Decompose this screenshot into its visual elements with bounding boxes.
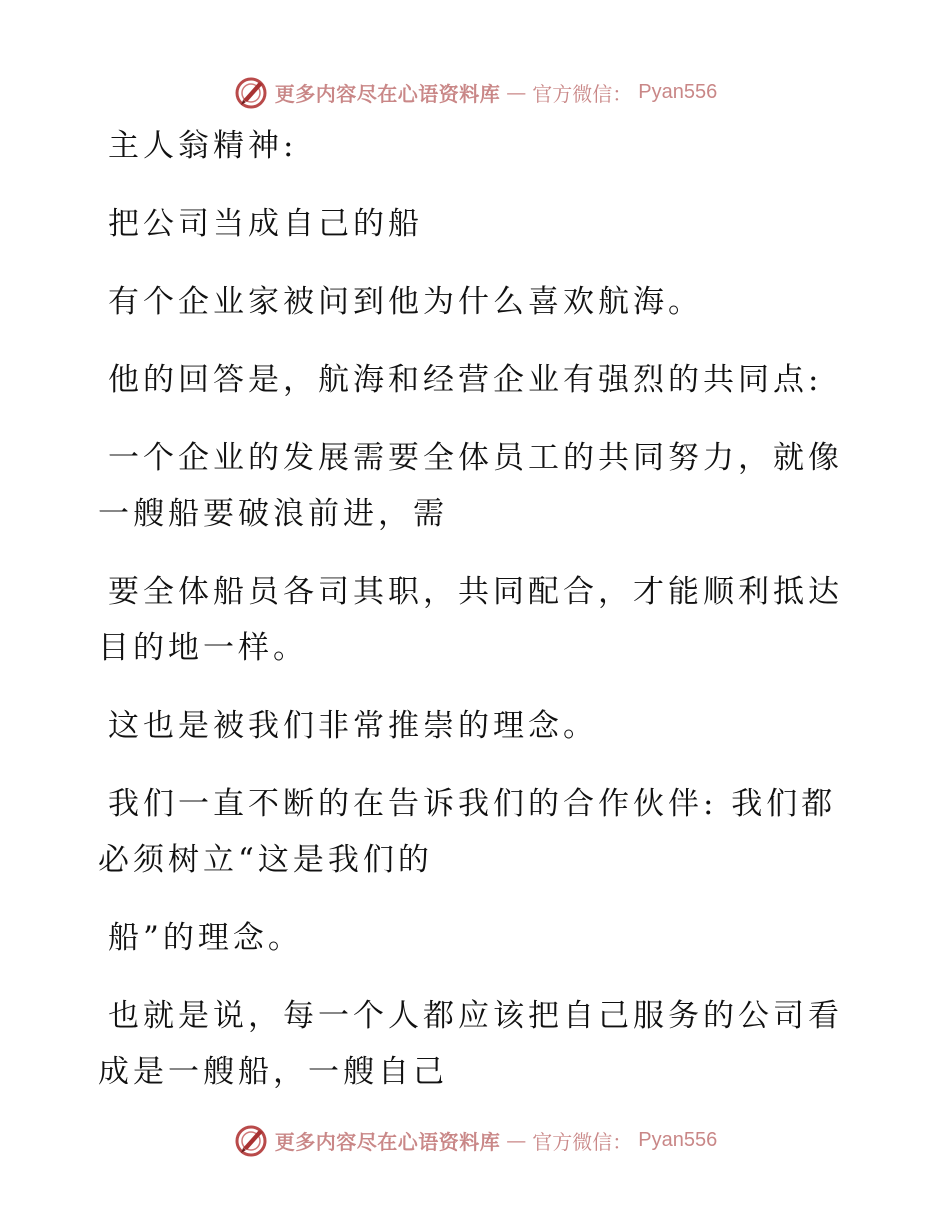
text-line: 他的回答是，航海和经营企业有强烈的共同点: [108,362,823,398]
banner-wechat-label: 官方微信： [532,81,633,106]
text-line: 必须树立“这是我们的 [98,842,433,878]
pen-logo-icon [233,74,269,110]
text-line: 一个企业的发展需要全体员工的共同努力，就像 [108,440,843,476]
text-line: 要全体船员各司其职，共同配合，才能顺利抵达 [108,574,843,610]
banner-main-text: 更多内容尽在心语资料库 [274,1129,501,1154]
banner-main-text: 更多内容尽在心语资料库 [274,81,501,106]
banner-wechat-id: Pyan556 [638,80,718,103]
paragraph [98,274,833,330]
text-line: 主人翁精神: [108,128,298,164]
paragraph [98,564,843,676]
paragraph [98,196,833,252]
text-line: 一艘船要破浪前进，需 [98,496,448,532]
header-banner [0,70,950,114]
banner-wechat-id: Pyan556 [638,1128,718,1151]
paragraph [98,988,843,1100]
text-line: 目的地一样。 [98,630,308,666]
paragraph [98,776,837,888]
banner-separator: — [506,80,527,104]
text-line: 这也是被我们非常推崇的理念。 [108,708,598,744]
paragraph [98,118,833,174]
text-line: 船”的理念。 [108,920,303,956]
banner-wechat-label: 官方微信： [532,1129,633,1154]
text-line: 成是一艘船，一艘自己 [98,1054,448,1090]
text-line: 也就是说，每一个人都应该把自己服务的公司看 [108,998,843,1034]
paragraph [98,430,843,542]
document-body [98,118,843,1122]
text-line: 有个企业家被问到他为什么喜欢航海。 [108,284,703,320]
footer-banner [0,1118,950,1162]
paragraph [98,910,833,966]
banner-separator: — [506,1128,527,1152]
text-line: 我们一直不断的在告诉我们的合作伙伴: 我们都 [108,786,837,822]
pen-logo-icon [233,1122,269,1158]
paragraph [98,698,833,754]
paragraph [98,352,833,408]
text-line: 把公司当成自己的船 [108,206,423,242]
